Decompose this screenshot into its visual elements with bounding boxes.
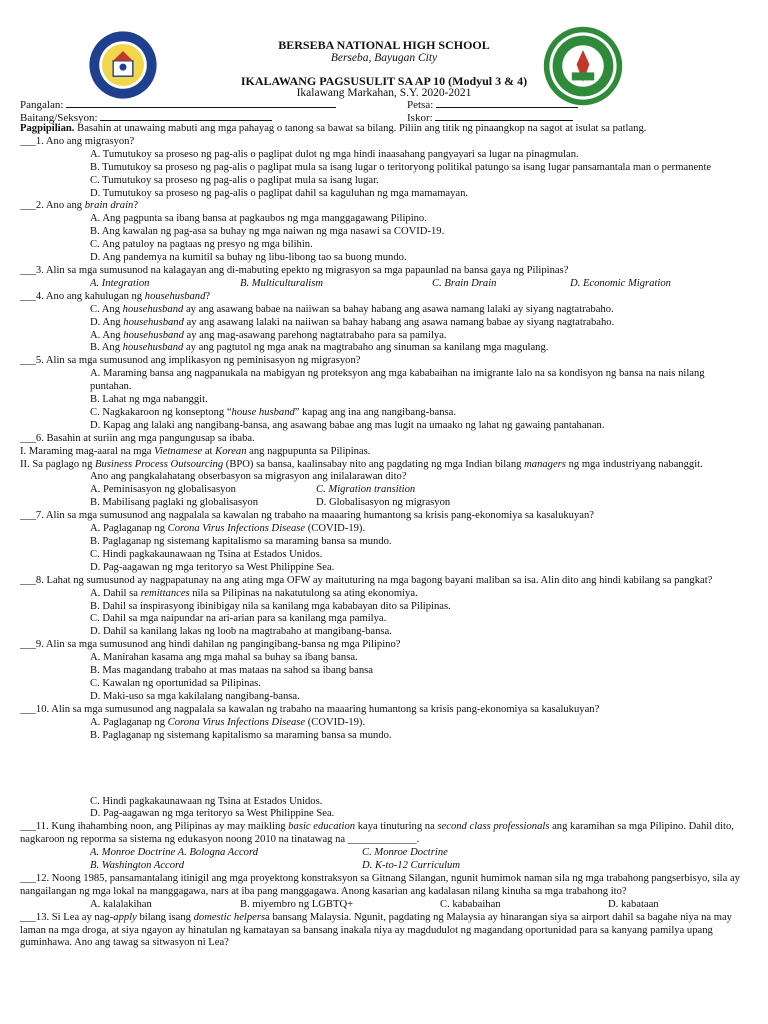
q7-option-b[interactable]: B. Paglaganap ng sistemang kapitalismo sa maraming bansa sa mundo.: [90, 536, 392, 547]
question-12: ___12. Noong 1985, pansamantalang itinigil ang mga proyektong konstraksyon sa Gitnang Silangan, ngunit humimok naman sila ng mga trabahong pangserbisyo, sila ay nangailangan ng mga lokal na manggagawa, nars at iba pang manggagawa. Anong kasarian ang kadalasan nilang kinuha sa mga trabahong ito?: [20, 872, 740, 897]
q9-option-a[interactable]: A. Manirahan kasama ang mga mahal sa buhay sa ibang bansa.: [90, 652, 358, 664]
q5-option-a[interactable]: A. Maraming bansa ang nagpanukala na mabigyan ng proteksyon ang mga kababaihan na imigrante lalo na sa kondisyon ng bansa na nais nilang puntahan.: [90, 368, 705, 393]
question-10: ___10. Alin sa mga sumusunod ang nagpalala sa kawalan ng trabaho na maaaring humantong sa krisis pang-ekonomiya sa kasalukuyan?: [20, 703, 600, 715]
q9-option-d[interactable]: D. Maki-uso sa mga kakilalang nangibang-bansa.: [90, 690, 300, 702]
q12-option-c[interactable]: C. kababaihan: [440, 898, 501, 910]
q8-option-b[interactable]: B. Dahil sa inspirasyong ibinibigay nila sa kanilang mga kababayan dito sa Pilipinas.: [90, 600, 451, 612]
q6-option-a[interactable]: A. Peminisasyon ng globalisasyon: [90, 484, 236, 496]
score-label: Iskor:: [407, 112, 433, 124]
q12-option-d[interactable]: D. kabataan: [608, 898, 659, 910]
date-field[interactable]: [436, 98, 578, 108]
q4-option-2[interactable]: D. Ang househusband ay ang asawang lalaki na naiiwan sa bahay habang ang asawa namang babae ay siyang nagtatrabaho.: [90, 316, 615, 328]
school-address: Berseba, Bayugan City: [330, 52, 438, 64]
q6-option-b[interactable]: B. Mabilisang paglaki ng globalisasyon: [90, 497, 259, 509]
q1-option-a[interactable]: A. Tumutukoy sa proseso ng pag-alis o paglipat dulot ng mga hindi inaasahang pangyayari sa lugar na pinagmulan.: [90, 148, 579, 160]
q7-option-d[interactable]: D. Pag-aagawan ng mga teritoryo sa West Philippine Sea.: [90, 561, 335, 573]
q11-options-row2: [20, 860, 748, 873]
q6-options-row1: [20, 484, 748, 497]
question-8: ___8. Lahat ng sumusunod ay nagpapatunay na ang ating mga OFW ay maituturing na mga bagong bayani maliban sa isa. Alin dito ang hindi kabilang sa pangkat?: [20, 574, 713, 586]
name-label: Pangalan:: [20, 99, 64, 111]
question-1: ___1. Ano ang migrasyon?: [20, 135, 135, 147]
name-field[interactable]: [66, 98, 336, 108]
date-label: Petsa:: [407, 99, 434, 111]
q1-option-c[interactable]: C. Tumutukoy sa proseso ng pag-alis o paglipat mula sa isang lugar.: [90, 174, 379, 186]
q8-option-c[interactable]: C. Dahil sa mga naipundar na ari-arian para sa kanilang mga pamilya.: [90, 613, 387, 625]
instructions: [20, 123, 748, 136]
q6-question: Ano ang pangkalahatang obserbasyon sa migrasyon ang inilalarawan dito?: [90, 471, 407, 483]
q6-options-row2: [20, 497, 748, 510]
q6-option-d[interactable]: D. Globalisasyon ng migrasyon: [316, 497, 451, 509]
q2-option-a[interactable]: A. Ang pagpunta sa ibang bansa at pagkaubos ng mga manggagawang Pilipino.: [90, 213, 427, 225]
q3-options: [20, 278, 748, 291]
q12-options: [20, 899, 748, 912]
q9-option-c[interactable]: C. Kawalan ng oportunidad sa Pilipinas.: [90, 677, 261, 689]
question-5: ___5. Alin sa mga sumusunod ang implikasyon ng peminisasyon ng migrasyon?: [20, 355, 361, 367]
instructions-label: Pagpipilian.: [20, 123, 75, 134]
question-11: ___11. Kung ihahambing noon, ang Pilipinas ay may maikling basic education kaya tinuturing na second class professionals ang karamihan sa mga Pilipino. Dahil dito, nagkaroon ng reporma sa sistema ng edukasyon noong 2010 na tinatawag na _____________.: [20, 821, 734, 846]
q3-option-b[interactable]: B. Multiculturalism: [240, 277, 323, 289]
section-label: Baitang/Seksyon:: [20, 112, 98, 124]
q2-option-c[interactable]: C. Ang patuloy na pagtaas ng presyo ng mga bilihin.: [90, 239, 313, 251]
q11-option-c[interactable]: C. Monroe Doctrine: [362, 847, 448, 859]
q10-option-b[interactable]: B. Paglaganap ng sistemang kapitalismo sa maraming bansa sa mundo.: [90, 729, 392, 741]
question-7: ___7. Alin sa mga sumusunod ang nagpalala sa kawalan ng trabaho na maaaring humantong sa krisis pang-ekonomiya sa kasalukuyan?: [20, 510, 594, 522]
term-line: Ikalawang Markahan, S.Y. 2020-2021: [296, 87, 472, 99]
question-4: ___4. Ano ang kahulugan ng househusband?: [20, 290, 211, 302]
question-9: ___9. Alin sa mga sumusunod ang hindi dahilan ng pangingibang-bansa ng mga Pilipino?: [20, 639, 401, 651]
q11-options-row1: [20, 847, 748, 860]
q2-option-b[interactable]: B. Ang kawalan ng pag-asa sa buhay ng mga naiwan ng mga nasawi sa COVID-19.: [90, 226, 445, 238]
q5-option-c[interactable]: C. Nagkakaroon ng konseptong “house husband” kapag ang ina ang nangibang-bansa.: [90, 406, 456, 418]
q5-option-b[interactable]: B. Lahat ng mga nabanggit.: [90, 394, 208, 406]
question-6: ___6. Basahin at suriin ang mga pangungusap sa ibaba.: [20, 432, 255, 444]
instructions-text: Basahin at unawaing mabuti ang mga pahayag o tanong sa bawat sa bilang. Piliin ang titik ng pinaangkop na sagot at isulat sa patlang.: [77, 123, 647, 134]
q11-option-d[interactable]: D. K-to-12 Curriculum: [362, 860, 460, 872]
q4-option-3[interactable]: A. Ang househusband ay ang mag-asawang parehong nagtatrabaho para sa pamilya.: [90, 329, 447, 341]
quiz-content: [20, 123, 748, 950]
q6-statement-ii: II. Sa paglago ng Business Process Outsourcing (BPO) sa bansa, kaalinsabay nito ang pagdating ng mga Indian bilang managers ng mga industriyang nabanggit.: [20, 458, 703, 470]
q11-option-b[interactable]: B. Washington Accord: [90, 860, 185, 872]
q12-option-b[interactable]: B. miyembro ng LGBTQ+: [240, 898, 354, 910]
question-13: ___13. Si Lea ay nag-apply bilang isang domestic helpersa bansang Malaysia. Ngunit, pagdating ng Malaysia ay hinarangan siya sa airport dahil sa bagahe niya na may laman na mga droga, at siya ngayon ay hinatulan ng kamatayan sa bansang inakala niya ay magdudulot ng magandang oportunidad para sa kanyang pamilya upang guminhawa. Ano ang tawag sa sitwasyon ni Lea?: [20, 911, 732, 949]
q4-option-1[interactable]: C. Ang househusband ay ang asawang babae na naiiwan sa bahay habang ang asawa namang lalaki ay siyang nagtatrabaho.: [90, 303, 614, 315]
section-field[interactable]: [100, 111, 272, 121]
q3-option-a[interactable]: A. Integration: [90, 277, 150, 289]
q1-option-b[interactable]: B. Tumutukoy sa proseso ng pag-alis o paglipat mula sa isang lugar o teritoryong politikal patungo sa isang lugar pansamantala man o permanente: [90, 161, 712, 173]
q6-option-c[interactable]: C. Migration transition: [316, 484, 416, 496]
q12-option-a[interactable]: A. kalalakihan: [90, 898, 152, 910]
blank-gap: [20, 743, 748, 796]
q7-option-a[interactable]: A. Paglaganap ng Corona Virus Infections Disease (COVID-19).: [90, 523, 366, 535]
question-3: ___3. Alin sa mga sumusunod na kalagayan ang di-mabuting epekto ng migrasyon sa mga papaunlad na bansa gaya ng Pilipinas?: [20, 264, 569, 276]
score-field[interactable]: [435, 111, 573, 121]
school-name: BERSEBA NATIONAL HIGH SCHOOL: [278, 38, 490, 52]
q3-option-c[interactable]: C. Brain Drain: [432, 277, 497, 289]
student-info-fields: [20, 98, 750, 124]
q8-option-d[interactable]: D. Dahil sa kanilang lakas ng loob na magtrabaho at mangibang-bansa.: [90, 626, 392, 638]
q9-option-b[interactable]: B. Mas magandang trabaho at mas mataas na sahod sa ibang bansa: [90, 665, 374, 677]
q7-option-c[interactable]: C. Hindi pagkakaunawaan ng Tsina at Estados Unidos.: [90, 548, 323, 560]
q10-option-d[interactable]: D. Pag-aagawan ng mga teritoryo sa West Philippine Sea.: [90, 808, 335, 820]
q2-option-d[interactable]: D. Ang pandemya na kumitil sa buhay ng libu-libong tao sa buong mundo.: [90, 252, 407, 264]
q3-option-d[interactable]: D. Economic Migration: [570, 277, 671, 289]
exam-title: IKALAWANG PAGSUSULIT SA AP 10 (Modyul 3 & 4): [240, 74, 528, 88]
q6-statement-i: I. Maraming mag-aaral na mga Vietnamese at Korean ang nagpupunta sa Pilipinas.: [20, 445, 371, 457]
q1-option-d[interactable]: D. Tumutukoy sa proseso ng pag-alis o paglipat dahil sa kaguluhan ng mga mamamayan.: [90, 187, 469, 199]
q10-option-c[interactable]: C. Hindi pagkakaunawaan ng Tsina at Estados Unidos.: [90, 795, 323, 807]
q8-option-a[interactable]: A. Dahil sa remittances nila sa Pilipinas na nakatutulong sa ating ekonomiya.: [90, 587, 418, 599]
q10-option-a[interactable]: A. Paglaganap ng Corona Virus Infections Disease (COVID-19).: [90, 716, 366, 728]
q11-option-a[interactable]: A. Monroe Doctrine A. Bologna Accord: [90, 847, 258, 859]
question-2: ___2. Ano ang brain drain?: [20, 200, 139, 212]
q4-option-4[interactable]: B. Ang househusband ay ang pagtutol ng mga anak na magtrabaho ang sinuman sa kanilang mga magulang.: [90, 342, 549, 354]
q5-option-d[interactable]: D. Kapag ang lalaki ang nangibang-bansa, ang asawang babae ang mas lugit na umaako ng lahat ng gawaing pantahanan.: [90, 419, 605, 431]
